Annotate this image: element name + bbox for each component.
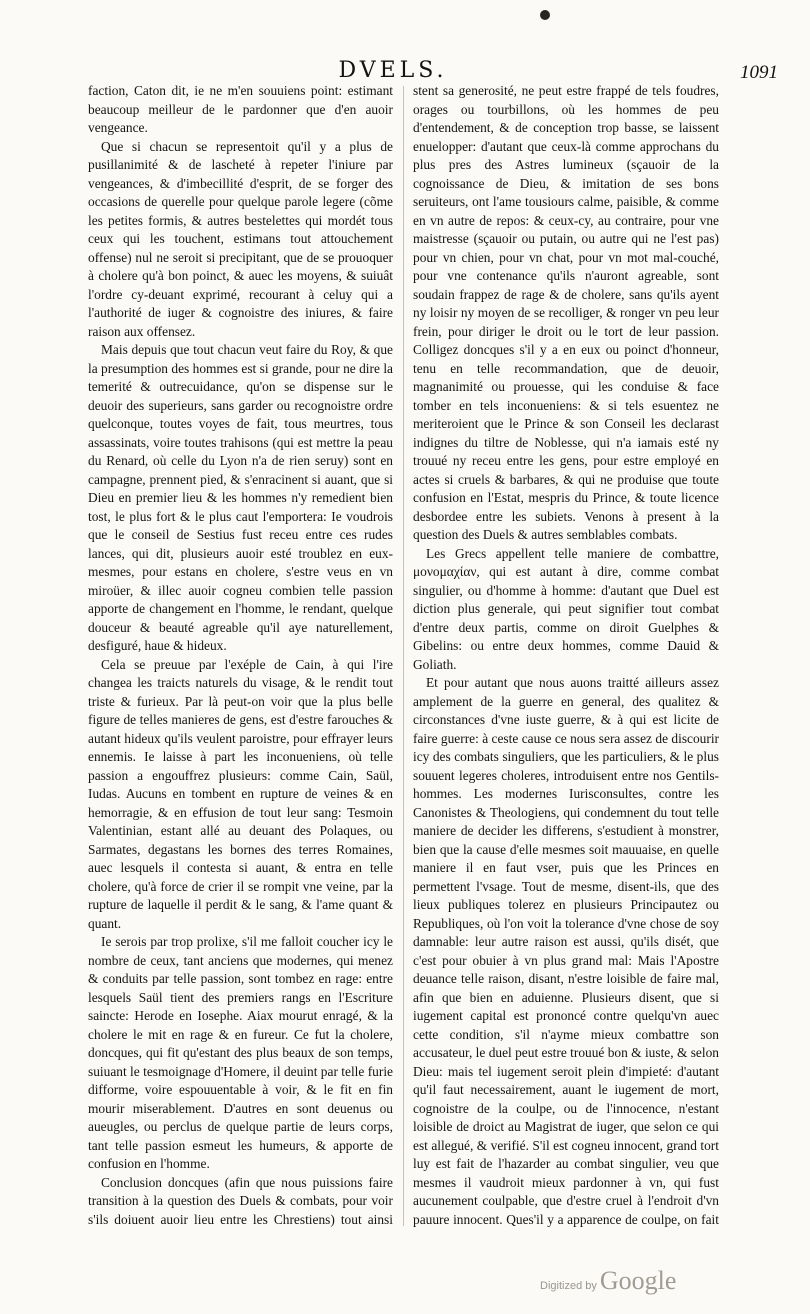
google-logo: Google (599, 1266, 677, 1295)
left-text-column (88, 82, 393, 1228)
google-watermark (540, 1266, 700, 1298)
paragraph: Et pour autant que nous auons traitté ailleurs assez amplement de la guerre en general, des qualitez & circonstances d'vne iuste guerre, & à qui est licite de faire guerre: à ceste cause ce nous sera assez de discourir icy des combats singuliers, que les particuliers, & le plus souuent legeres choleres, introduisent entre nos Gentils-hommes. Les modernes Iurisconsultes, contre les Canonistes & Theologiens, qui condemnent du tout telle maniere de decider les differens, s'estudient à monstrer, bien que la cause d'elle mesmes soit mauuaise, en quelle maniere il en faut vser, puis que les Princes en permettent l'vsage. Tout de mesme, disent-ils, que des lieux publiques tolerez en plusieurs Principautez ou Republiques, où l'on voit la tolerance d'vne chose de soy damnable: leur autre raison est aussi, qu'ils disét, que c'est pour obuier à vn plus grand mal: Mais l'Apostre deuance telle raison, disant, n'estre loisible de faire mal, afin que bien en aduienne. Plusieurs disent, que si iugement capital est prononcé contre quelqu'vn auec cette condition, s'il n'ayme mieux combattre son accusateur, le duel peut estre trouué bon & iuste, & selon Dieu: mais tel iugement seroit plein d'impieté: d'autant qu'il faut necessairement, auant le iugement de mort, cognoistre de la coulpe, ou de l'innocence, n'estant loisible de droict au Magistrat de iuger, que selon ce qui est allegué, & verifié. S'il est cogneu innocent, grand tort luy est fait de l'hazarder au combat singulier, veu que mesmes il vaudroit mieux pardonner à vn, qui fust aucunement coulpable, que d'estre cruel à l'endroit d'vn pauure innocent. Ques'il y a apparence de coulpe, on fait (413, 675, 719, 1227)
paragraph: Cela se preuue par l'exéple de Cain, à qui l'ire changea les traicts naturels du visage, & le rendit tout triste & furieux. Par là peut-on voir que la plus belle figure de telles manieres de gens, est d'estre farouches & autant hideux qu'ils veulent paroistre, pour effrayer leurs ennemis. Ie laisse à part les inconueniens, où telle passion a engouffrez plusieurs: comme Cain, Saül, Iudas. Aucuns en tombent en rupture de veines & en hemorragie, & en effusion de tout leur sang: Tesmoin Valentinian, estant allé au deuant des Polaques, ou Sarmates, degastans les bornes des terres Romaines, auec lesquels il contesta si auant, & entra en telle cholere, qu'à force de crier il se rompit vne veine, par la rupture de laquelle il perdit & le sang, & l'ame quant & quant. (88, 656, 393, 931)
column-divider (403, 86, 404, 1226)
running-head: DVELS. (338, 58, 448, 83)
paragraph: faction, Caton dit, ie ne m'en souuiens point: estimant beaucoup meilleur de le pardonner que d'en auoir vengeance. (88, 83, 393, 135)
paragraph: Mais depuis que tout chacun veut faire du Roy, & que la presumption des hommes est si grande, pour ne dire la temerité & outrecuidance, qu'on se dispense sur le deuoir des superieurs, sans garder ou recognoistre ordre quelconque, toutes voyes de fait, tous meurtres, tous assassinats, voire toutes trahisons (qui est mettre la peau du Renard, où celle du Lyon n'a de rien seruy) sont en campagne, prennent pied, & s'enracinent si auant, que si Dieu en premier lieu & les hommes n'y remedient bien tost, le plus fort & le plus caut l'emportera: Ie voudrois que le conseil de Sestius fust receu entre ces rudes lances, qui dit, plusieurs auoir esté troublez en eux-mesmes, pour estans en cholere, s'estre veus en vn miroüer, & illec auoir cogneu combien telle passion apporte de changement en l'homme, le rendant, quelque douceur & beauté agreable qu'il aye naturellement, desfiguré, haue & hideux. (88, 342, 393, 653)
paragraph: Conclusion doncques (afin que nous puissions faire transition à la question des Duels & combats, pour voir s'ils doiuent auoir lieu entre les Chrestiens) tout ainsi (88, 1174, 393, 1227)
paragraph: Les Grecs appellent telle maniere de combattre, μονομαχίαν, qui est autant à dire, comme combat singulier, ou d'homme à homme: d'autant que Duel est diction plus generale, qui peut signifier tout combat d'entre deux partis, comme on diroit Guelphes & Gibelins: ou entre deux hommes, comme Dauid & Goliath. (413, 545, 719, 672)
ink-dot-mark (540, 10, 550, 20)
digitized-by-label: Digitized by (540, 1280, 597, 1292)
paragraph: Que si chacun se representoit qu'il y a plus de pusillanimité & de lascheté à repeter l'iniure par vengeances, & d'imbecillité d'esprit, de se forger des occasions de querelle pour quelque parole legere (cõme les petites formis, & autres bestelettes qui mordét tous ceux qui les touchent, estimans tout attouchement offense) nul ne seroit si precipitant, que de se prouoquer à cholere qu'à bon poinct, & auec les moyens, & suiuât l'ordre cy-deuant exprimé, recourant à celuy qui a l'authorité de iuger & cognoistre des iniures, & faire raison aux offensez. (88, 138, 393, 339)
paragraph: stent sa generosité, ne peut estre frappé de tels foudres, orages ou tourbillons, où les hommes de peu d'entendement, & de conception trop basse, se laissent enuelopper: d'autant que ceux-là comme approchans du plus pres des Astres lumineux (sçauoir de la cognoissance de Dieu, & imitation de ses bons seruiteurs, ont l'ame tousiours calme, paisible, & comme en vn autre de repos: & ceux-cy, au contraire, pour vne maistresse (sçauoir ou putain, ou autre qui ne l'est pas) pour vn chien, pour vn chat, pour vn mot mal-couché, pour vne contenance qu'ils n'auront agreable, sont soudain frappez de rage & de cholere, sans qu'ils ayent ny loisir ny moyen de se recolliger, & ronger vn peu leur frein, pour diriger le droit ou le tort de leur passion. Colligez doncques s'il y a en eux ou poinct d'honneur, tenu en telle recommandation, que de deuoir, magnanimité ou prouesse, qui les conduise & face tomber en tels inconueniens: & si tels esuentez ne meriteroient que le Prince & son Conseil les declarast indignes du tiltre de Noblesse, qui n'a iamais esté ny trouué ny receu entre les gens, pour estre employé en actes si cruels & barbares, & qui ne produise que toute confusion en l'Estat, mespris du Prince, & toute licence desbordee entre les subiets. Venons à present à la question des Duels & autres semblables combats. (413, 83, 719, 542)
paragraph: Ie serois par trop prolixe, s'il me falloit coucher icy le nombre de ceux, tant anciens que modernes, qui menez & conduits par telle passion, sont tombez en rage: entre lesquels Saül tient des premiers rangs en l'Escriture saincte: Herode en Iosephe. Aiax mourut enragé, & la cholere le mit en rage & en fureur. Ce fut la cholere, doncques, qui fit qu'estant des plus beaux de son temps, suiuant le tesmoignage d'Homere, il deuint par telle furie difforme, voire espouuentable à voir, & le fit en fin mourir miserablement. D'autres en sont deuenus ou aueugles, ou perclus de quelque partie de leurs corps, tant telle passion esmeut les humeurs, & apporte de confusion en l'homme. (88, 934, 393, 1171)
right-text-column (413, 82, 719, 1228)
page-number: 1091 (740, 62, 778, 83)
